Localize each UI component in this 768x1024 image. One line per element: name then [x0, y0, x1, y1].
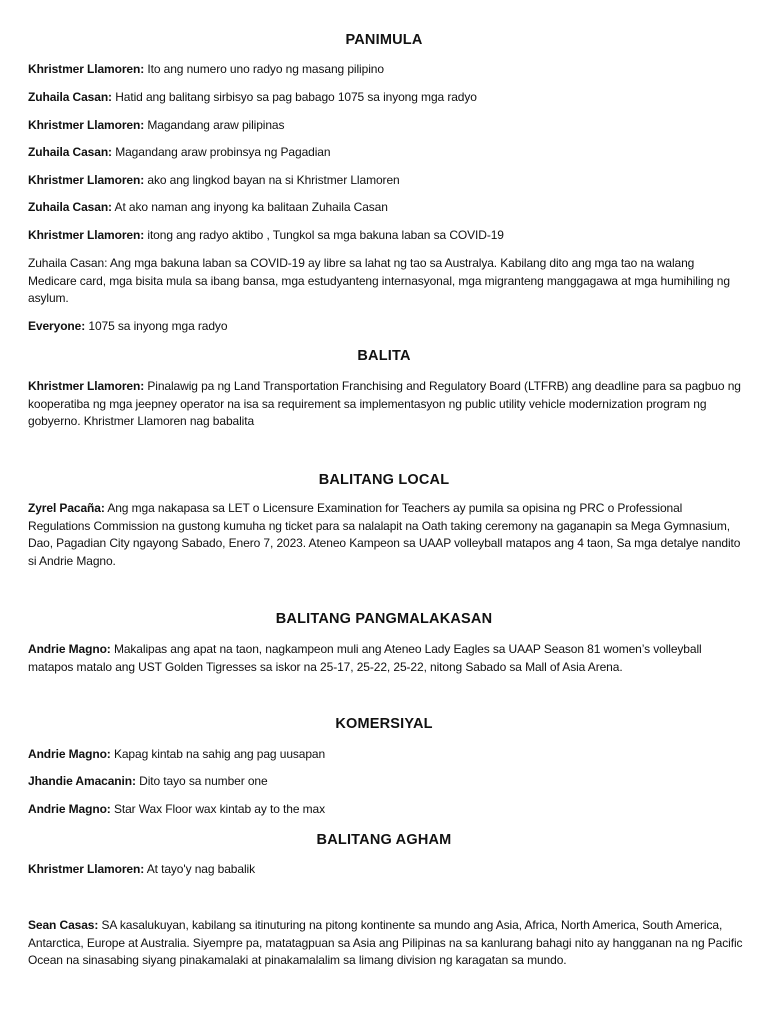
section-heading-balitang-pangmalakasan: BALITANG PANGMALAKASAN — [275, 611, 493, 627]
dialogue-line — [28, 227, 744, 245]
speaker-name: Khristmer Llamoren: — [28, 173, 145, 187]
dialogue-line — [28, 641, 744, 676]
dialogue-line — [28, 172, 744, 190]
dialogue-line — [28, 89, 744, 107]
dialogue-line — [28, 746, 744, 764]
dialogue-text: Magandang araw probinsya ng Pagadian — [115, 145, 331, 159]
speaker-name: Khristmer Llamoren: — [28, 62, 145, 76]
dialogue-line — [28, 117, 744, 135]
dialogue-line — [28, 199, 744, 217]
speaker-name: Zuhaila Casan: — [28, 90, 112, 104]
dialogue-line — [28, 773, 744, 791]
dialogue-line — [28, 378, 744, 431]
dialogue-text: Pinalawig pa ng Land Transportation Franchising and Regulatory Board (LTFRB) ang deadline para sa pagbuo ng kooperatiba ng mga jeepney operator na isa sa requirement sa implementasyon ng public utility vehicle modernization program ng gobyerno. Khristmer Llamoren nag babalita — [28, 379, 741, 428]
dialogue-line — [28, 917, 744, 970]
speaker-name: Khristmer Llamoren: — [28, 862, 145, 876]
dialogue-line — [28, 144, 744, 162]
dialogue-line — [28, 801, 744, 819]
speaker-name: Jhandie Amacanin: — [28, 774, 136, 788]
dialogue-text: Hatid ang balitang sirbisyo sa pag babago 1075 sa inyong mga radyo — [115, 90, 477, 104]
dialogue-line — [28, 255, 744, 308]
dialogue-text: At tayo'y nag babalik — [146, 862, 255, 876]
dialogue-text: Dito tayo sa number one — [139, 774, 268, 788]
speaker-name: Andrie Magno: — [28, 747, 111, 761]
dialogue-text: Kapag kintab na sahig ang pag uusapan — [113, 747, 326, 761]
section-heading-komersiyal: KOMERSIYAL — [335, 716, 433, 732]
dialogue-line — [28, 318, 744, 336]
section-heading-panimula: PANIMULA — [345, 32, 423, 48]
dialogue-text: Ito ang numero uno radyo ng masang pilipino — [147, 62, 384, 76]
dialogue-text: Ang mga bakuna laban sa COVID-19 ay libre sa lahat ng tao sa Australya. Kabilang dito ang mga tao na walang Medicare card, mga bisita mula sa ibang bansa, mga estudyanteng internasyonal, mga migranteng manggagawa at mga humihiling ng asylum. — [28, 256, 730, 305]
dialogue-text: Makalipas ang apat na taon, nagkampeon muli ang Ateneo Lady Eagles sa UAAP Season 81 women’s volleyball matapos matalo ang UST Golden Tigresses sa iskor na 25-17, 25-22, 25-22, nitong Sabado sa Mall of Asia Arena. — [28, 642, 702, 674]
speaker-name: Everyone: — [28, 319, 86, 333]
speaker-name: Andrie Magno: — [28, 642, 111, 656]
dialogue-line — [28, 61, 744, 79]
dialogue-text: SA kasalukuyan, kabilang sa itinuturing na pitong kontinente sa mundo ang Asia, Africa, North America, South America, Antarctica, Europe at Australia. Siyempre pa, matatagpuan sa Asia ang Pilipinas na sa kanlurang bahagi nito ay hangganan na ng Pacific Ocean na sinasabing siyang pinakamalaki at pinakamalalim sa limang division ng karagatan sa mundo. — [28, 918, 743, 967]
speaker-name: Zuhaila Casan: — [28, 256, 108, 270]
speaker-name: Zuhaila Casan: — [28, 145, 112, 159]
section-heading-balita: BALITA — [357, 348, 411, 364]
speaker-name: Khristmer Llamoren: — [28, 118, 145, 132]
dialogue-text: 1075 sa inyong mga radyo — [88, 319, 228, 333]
section-heading-balitang-local: BALITANG LOCAL — [318, 472, 450, 488]
dialogue-text: ako ang lingkod bayan na si Khristmer Llamoren — [147, 173, 400, 187]
speaker-name: Sean Casas: — [28, 918, 99, 932]
dialogue-text: Magandang araw pilipinas — [147, 118, 285, 132]
dialogue-line — [28, 500, 744, 570]
speaker-name: Zuhaila Casan: — [28, 200, 112, 214]
section-heading-balitang-agham: BALITANG AGHAM — [316, 832, 452, 848]
dialogue-text: Ang mga nakapasa sa LET o Licensure Examination for Teachers ay pumila sa opisina ng PRC o Professional Regulations Commission na gustong kumuha ng ticket para sa nalalapit na Oath taking ceremony na gaganapin sa Mega Gymnasium, Dao, Pagadian City ngayong Sabado, Enero 7, 2023. Ateneo Kampeon sa UAAP volleyball matapos ang 4 taon, Sa mga detalye nandito si Andrie Magno. — [28, 501, 741, 568]
dialogue-line — [28, 861, 744, 879]
dialogue-text: At ako naman ang inyong ka balitaan Zuhaila Casan — [114, 200, 388, 214]
dialogue-text: Star Wax Floor wax kintab ay to the max — [113, 802, 326, 816]
speaker-name: Khristmer Llamoren: — [28, 228, 145, 242]
dialogue-text: itong ang radyo aktibo , Tungkol sa mga bakuna laban sa COVID-19 — [147, 228, 504, 242]
speaker-name: Khristmer Llamoren: — [28, 379, 145, 393]
speaker-name: Zyrel Pacaña: — [28, 501, 105, 515]
speaker-name: Andrie Magno: — [28, 802, 111, 816]
